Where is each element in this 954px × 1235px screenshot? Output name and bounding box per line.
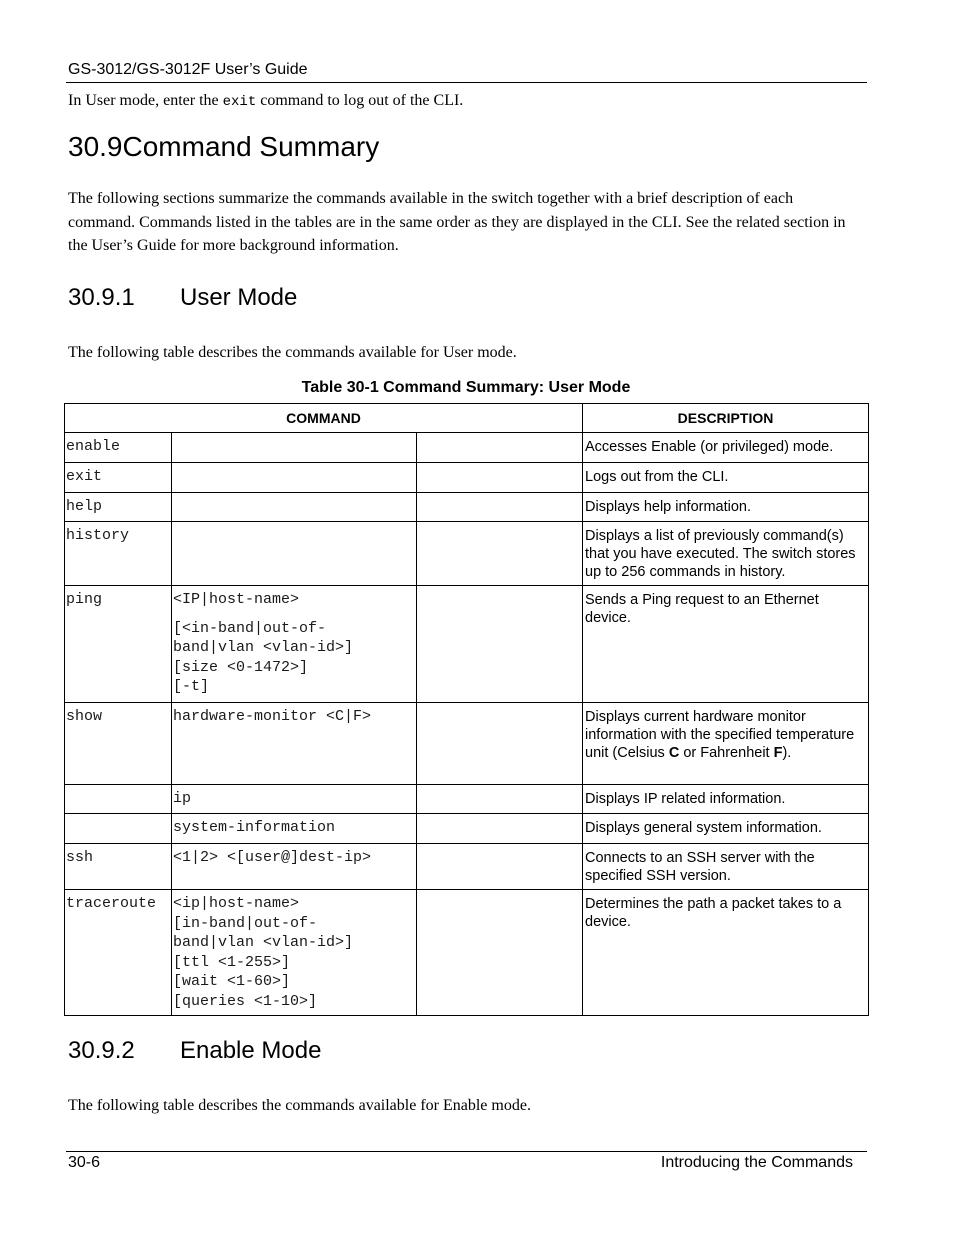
running-header: GS-3012/GS-3012F User’s Guide	[68, 61, 308, 78]
description-cell: Displays general system information.	[583, 814, 869, 844]
table-row	[65, 586, 869, 703]
table-header-row	[65, 404, 869, 433]
option-cell	[417, 785, 583, 814]
user-mode-heading	[68, 284, 297, 312]
command-cell: ping	[65, 586, 172, 703]
argument-cell	[172, 493, 417, 522]
option-cell	[417, 814, 583, 844]
celsius-unit: C	[668, 745, 680, 761]
command-cell: enable	[65, 433, 172, 463]
argument-cell: system-information	[172, 814, 417, 844]
argument-line: <IP|host-name>	[173, 591, 300, 608]
command-cell: traceroute	[65, 890, 172, 1016]
enable-mode-title: Enable Mode	[180, 1037, 322, 1064]
argument-cell	[172, 433, 417, 463]
option-cell	[417, 433, 583, 463]
command-cell: exit	[65, 463, 172, 493]
option-cell	[417, 586, 583, 703]
argument-cell: hardware-monitor <C|F>	[172, 703, 417, 785]
enable-mode-number: 30.9.2	[68, 1037, 135, 1064]
description-cell: Accesses Enable (or privileged) mode.	[583, 433, 869, 463]
header-rule	[66, 82, 867, 83]
table-row	[65, 493, 869, 522]
description-text: ).	[782, 745, 792, 761]
argument-lines: <ip|host-name> [in-band|out-of- band|vlan <vlan-id>] [ttl <1-255>] [wait <1-60>] [queries <1-10>]	[173, 895, 354, 1010]
description-cell: Displays IP related information.	[583, 785, 869, 814]
description-cell: Connects to an SSH server with the specified SSH version.	[583, 844, 869, 890]
command-cell: show	[65, 703, 172, 785]
page-number: 30-6	[68, 1154, 101, 1171]
intro-paragraph	[68, 89, 858, 115]
table-caption: Table 30-1 Command Summary: User Mode	[301, 379, 631, 396]
option-cell	[417, 844, 583, 890]
command-cell: help	[65, 493, 172, 522]
intro-text-start: In User mode, enter the	[68, 92, 223, 109]
user-mode-number: 30.9.1	[68, 284, 135, 311]
enable-mode-body: The following table describes the commands available for Enable mode.	[68, 1097, 531, 1114]
chapter-title: Introducing the Commands	[660, 1154, 853, 1171]
section-heading: 30.9Command Summary	[68, 131, 380, 162]
intro-text-end: command to log out of the CLI.	[256, 92, 464, 109]
enable-mode-heading	[68, 1037, 321, 1065]
argument-cell: ip	[172, 785, 417, 814]
description-cell: Determines the path a packet takes to a device.	[583, 890, 869, 1016]
argument-cell	[172, 890, 417, 1016]
table-row	[65, 844, 869, 890]
command-cell	[65, 814, 172, 844]
description-column-header: DESCRIPTION	[583, 404, 869, 433]
description-cell: Sends a Ping request to an Ethernet device.	[583, 586, 869, 703]
option-cell	[417, 493, 583, 522]
description-cell: Logs out from the CLI.	[583, 463, 869, 493]
intro-code: exit	[222, 94, 257, 110]
table-row	[65, 703, 869, 785]
option-cell	[417, 890, 583, 1016]
description-cell	[583, 703, 869, 785]
command-cell: ssh	[65, 844, 172, 890]
option-cell	[417, 463, 583, 493]
description-text: or Fahrenheit	[679, 745, 774, 761]
section-body: The following sections summarize the commands available in the switch together with a brief description of each command. Commands listed in the tables are in the same order as they are displayed in the CLI. See the related section in the User’s Guide for more background information.	[68, 190, 846, 254]
description-text: Displays current hardware monitor information with the specified temperature unit (Celsius	[585, 709, 855, 761]
footer-rule	[66, 1151, 867, 1152]
argument-spacer	[173, 610, 415, 619]
fahrenheit-unit: F	[773, 745, 783, 761]
argument-cell	[172, 586, 417, 703]
argument-options: [<in-band|out-of- band|vlan <vlan-id>] [size <0-1472>] [-t]	[173, 619, 354, 695]
table-row	[65, 433, 869, 463]
argument-cell	[172, 522, 417, 586]
user-mode-body: The following table describes the commands available for User mode.	[68, 344, 517, 361]
table-row	[65, 522, 869, 586]
table-row	[65, 463, 869, 493]
command-column-header: COMMAND	[65, 404, 583, 433]
user-mode-title: User Mode	[180, 284, 298, 311]
argument-cell: <1|2> <[user@]dest-ip>	[172, 844, 417, 890]
description-cell: Displays a list of previously command(s) that you have executed. The switch stores up to 256 commands in history.	[583, 522, 869, 586]
command-cell	[65, 785, 172, 814]
option-cell	[417, 522, 583, 586]
table-row	[65, 814, 869, 844]
description-cell: Displays help information.	[583, 493, 869, 522]
command-cell: history	[65, 522, 172, 586]
table-row	[65, 785, 869, 814]
argument-cell	[172, 463, 417, 493]
option-cell	[417, 703, 583, 785]
command-summary-table	[64, 403, 869, 1016]
table-row	[65, 890, 869, 1016]
